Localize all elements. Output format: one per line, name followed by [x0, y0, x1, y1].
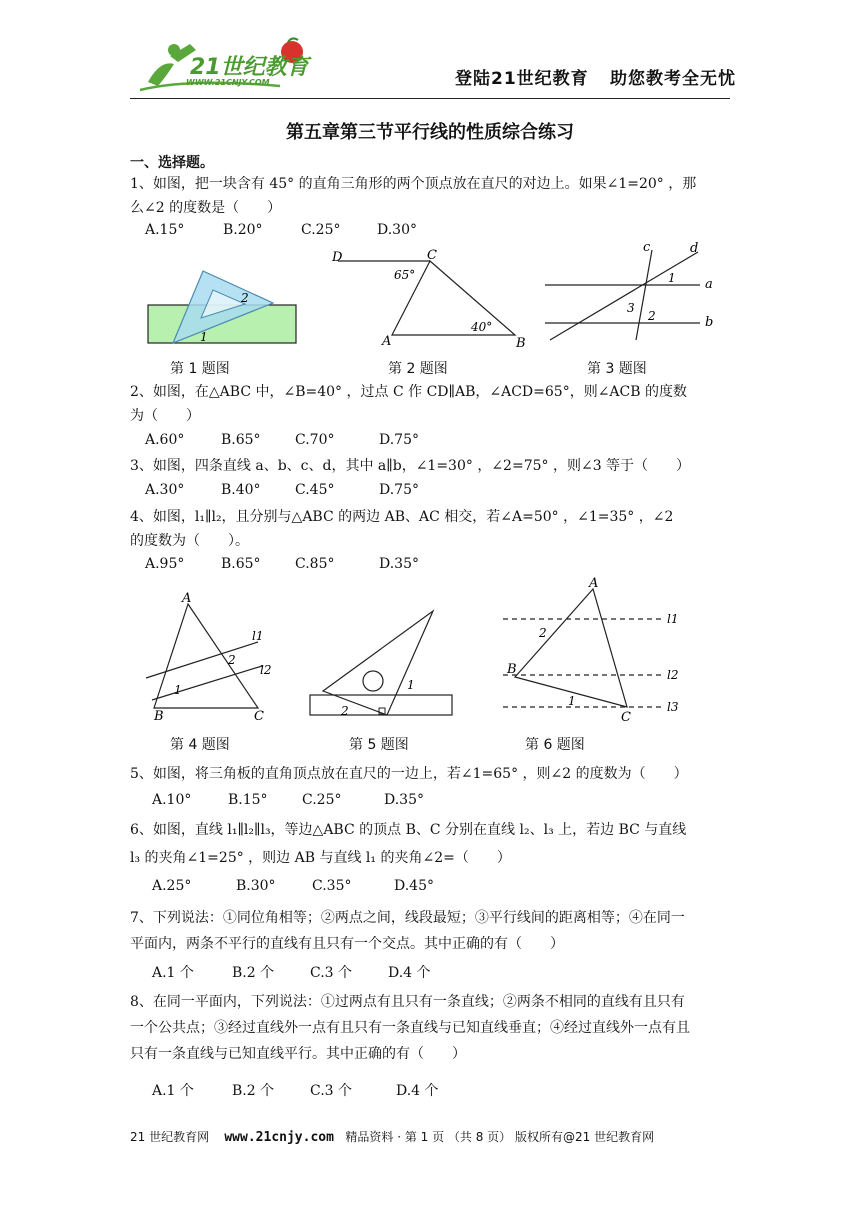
option-a: A.95° — [145, 556, 185, 572]
footer — [130, 1128, 654, 1145]
header — [0, 0, 860, 105]
fig4-label-1: 1 — [174, 683, 182, 697]
option-b: B.30° — [236, 878, 276, 894]
question-5-line-1: 5、如图，将三角板的直角顶点放在直尺的一边上，若∠1=65° ，则∠2 的度数为（ ） — [130, 766, 688, 782]
question-1-options — [145, 222, 417, 238]
question-3-line-1: 3、如图，四条直线 a、b、c、d，其中 a∥b，∠1=30° ，∠2=75° ，则∠3 等于（ ） — [130, 458, 691, 474]
fig4-label-a: A — [182, 591, 192, 606]
fig4-label-l2: l2 — [260, 663, 272, 677]
figure-4 — [140, 590, 290, 725]
caption-figure-3: 第 3 题图 — [587, 361, 647, 377]
option-d: D.4 个 — [396, 1083, 439, 1099]
option-b: B.15° — [228, 792, 268, 808]
logo-url: WWW.21CNJY.COM — [186, 78, 270, 87]
option-d: D.75° — [379, 482, 419, 498]
option-c: C.3 个 — [310, 965, 353, 981]
figure-3 — [540, 238, 740, 343]
fig2-label-65: 65° — [394, 268, 416, 282]
option-a: A.25° — [152, 878, 192, 894]
fig1-label-2: 2 — [241, 291, 249, 305]
option-a: A.1 个 — [152, 965, 194, 981]
fig5-label-1: 1 — [407, 678, 415, 692]
fig4-label-l1: l1 — [252, 629, 264, 643]
option-c: C.85° — [295, 556, 335, 572]
caption-figure-2: 第 2 题图 — [388, 361, 448, 377]
question-7-line-1: 7、下列说法：①同位角相等；②两点之间，线段最短；③平行线间的距离相等；④在同一 — [130, 910, 685, 926]
option-d: D.45° — [394, 878, 434, 894]
fig3-label-2: 2 — [648, 309, 656, 323]
option-b: B.65° — [221, 556, 261, 572]
figure-5 — [305, 605, 460, 720]
fig2-label-a: A — [382, 334, 392, 349]
question-6-options — [152, 878, 434, 894]
fig4-label-2: 2 — [228, 653, 236, 667]
fig3-label-a: a — [705, 277, 713, 292]
figure-6 — [495, 575, 685, 725]
fig3-label-b: b — [705, 315, 714, 330]
fig3-label-c: c — [643, 240, 651, 255]
option-c: C.45° — [295, 482, 335, 498]
option-d: D.30° — [377, 222, 417, 238]
question-8-line-3: 只有一条直线与已知直线平行。其中正确的有（ ） — [130, 1046, 466, 1062]
page-title: 第五章第三节平行线的性质综合练习 — [286, 122, 574, 143]
section-heading: 一、选择题。 — [130, 155, 214, 171]
option-c: C.25° — [302, 792, 342, 808]
slogan-left: 登陆21世纪教育 — [455, 69, 589, 89]
question-4-line-1: 4、如图，l₁∥l₂，且分别与△ABC 的两边 AB、AC 相交，若∠A=50° ，∠1=35° ，∠2 — [130, 509, 674, 525]
fig1-label-1: 1 — [200, 330, 208, 344]
fig6-label-c: C — [621, 710, 631, 725]
option-c: C.25° — [301, 222, 341, 238]
caption-figure-1: 第 1 题图 — [170, 361, 230, 377]
figure-1 — [145, 268, 300, 348]
fig6-label-l2: l2 — [667, 668, 679, 682]
fig2-label-c: C — [427, 248, 437, 263]
fig2-label-40: 40° — [471, 320, 493, 334]
fig6-label-l1: l1 — [667, 612, 679, 626]
option-d: D.75° — [379, 432, 419, 448]
fig3-label-d: d — [690, 241, 699, 256]
fig6-label-a: A — [589, 576, 599, 591]
footer-info: 精品资料 · 第 1 页 （共 8 页） 版权所有@21 世纪教育网 — [345, 1130, 655, 1144]
question-8-line-2: 一个公共点；③经过直线外一点有且只有一条直线与已知直线垂直；④经过直线外一点有且 — [130, 1020, 690, 1036]
question-4-line-2: 的度数为（ ）。 — [130, 533, 249, 549]
footer-site: 21 世纪教育网 — [130, 1130, 210, 1144]
option-a: A.10° — [152, 792, 192, 808]
option-b: B.20° — [223, 222, 263, 238]
option-c: C.70° — [295, 432, 335, 448]
fig3-label-1: 1 — [668, 271, 676, 285]
option-a: A.15° — [145, 222, 185, 238]
question-1-line-2: 么∠2 的度数是（ ） — [130, 200, 282, 216]
question-3-options — [145, 482, 419, 498]
option-b: B.40° — [221, 482, 261, 498]
fig4-label-c: C — [254, 709, 264, 724]
fig3-label-3: 3 — [627, 301, 635, 315]
question-7-line-2: 平面内，两条不平行的直线有且只有一个交点。其中正确的有（ ） — [130, 936, 564, 952]
question-5-options — [152, 792, 424, 808]
option-b: B.2 个 — [232, 1083, 275, 1099]
caption-figure-6: 第 6 题图 — [525, 737, 585, 753]
question-8-options — [152, 1080, 439, 1100]
fig2-label-d: D — [332, 250, 343, 265]
fig6-label-b: B — [507, 662, 517, 677]
option-a: A.30° — [145, 482, 185, 498]
option-b: B.65° — [221, 432, 261, 448]
fig2-label-b: B — [516, 336, 526, 351]
footer-url-link[interactable]: www.21cnjy.com — [224, 1130, 334, 1145]
option-d: D.35° — [384, 792, 424, 808]
question-2-line-1: 2、如图，在△ABC 中，∠B=40° ，过点 C 作 CD∥AB，∠ACD=65°，则∠ACB 的度数 — [130, 384, 687, 400]
question-7-options — [152, 962, 431, 982]
question-4-options — [145, 556, 419, 572]
option-a: A.1 个 — [152, 1083, 194, 1099]
fig4-label-b: B — [154, 709, 164, 724]
question-1-line-1: 1、如图，把一块含有 45° 的直角三角形的两个顶点放在直尺的对边上。如果∠1=20° ，那 — [130, 176, 697, 192]
slogan-right: 助您教考全无忧 — [610, 69, 736, 89]
caption-figure-4: 第 4 题图 — [170, 737, 230, 753]
fig6-label-1: 1 — [568, 694, 576, 708]
question-8-line-1: 8、在同一平面内，下列说法：①过两点有且只有一条直线；②两条不相同的直线有且只有 — [130, 994, 685, 1010]
question-2-options — [145, 432, 419, 448]
option-d: D.35° — [379, 556, 419, 572]
option-a: A.60° — [145, 432, 185, 448]
option-c: C.35° — [312, 878, 352, 894]
fig6-label-2: 2 — [539, 626, 547, 640]
figure-2 — [330, 245, 530, 355]
option-c: C.3 个 — [310, 1083, 353, 1099]
caption-figure-5: 第 5 题图 — [349, 737, 409, 753]
option-b: B.2 个 — [232, 965, 275, 981]
logo-text: 21世纪教育 — [190, 55, 309, 80]
fig6-label-l3: l3 — [667, 700, 679, 714]
question-6-line-1: 6、如图，直线 l₁∥l₂∥l₃，等边△ABC 的顶点 B、C 分别在直线 l₂、l₃ 上，若边 BC 与直线 — [130, 822, 687, 838]
option-d: D.4 个 — [388, 965, 431, 981]
question-2-line-2: 为（ ） — [130, 408, 200, 424]
fig5-label-2: 2 — [341, 704, 349, 718]
question-6-line-2: l₃ 的夹角∠1=25° ，则边 AB 与直线 l₁ 的夹角∠2=（ ） — [130, 850, 511, 866]
header-divider — [130, 98, 730, 99]
